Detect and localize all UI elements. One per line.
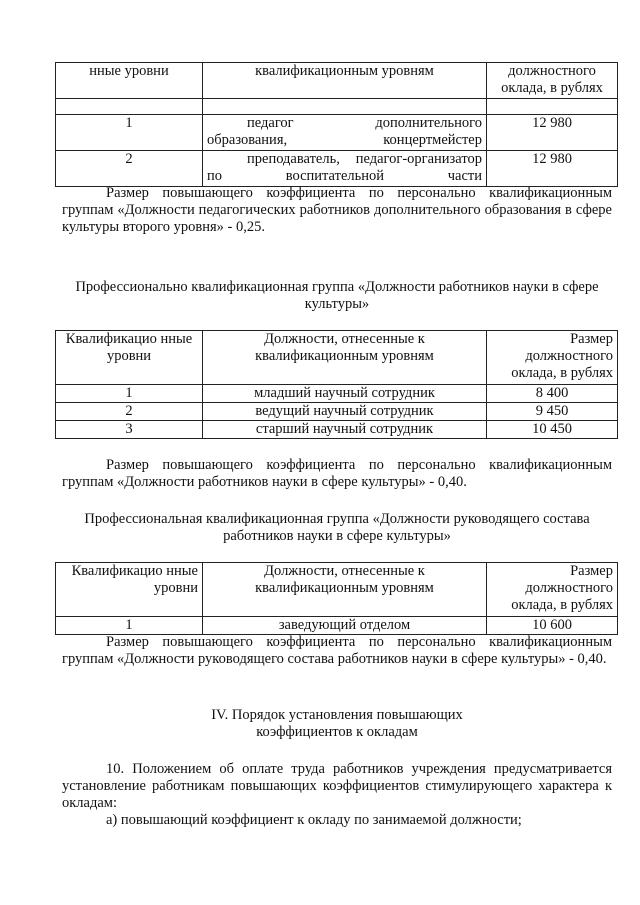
- row-level: 2: [56, 151, 203, 187]
- row-level: 2: [56, 403, 203, 421]
- table-row: [56, 151, 618, 187]
- header-positions: Должности, отнесенные к квалификационным уровням: [203, 563, 487, 617]
- clause-10-paragraph: 10. Положением об оплате труда работников учреждения предусматривается установление работникам повышающих коэффициентов стимулирующего характера к окладам:: [62, 761, 612, 811]
- row-salary: 12 980: [487, 115, 618, 151]
- table-science-management: [55, 562, 618, 635]
- section-iv-title-line-2: коэффициентов к окладам: [256, 724, 418, 740]
- header-salary: должностного оклада, в рублях: [487, 63, 618, 99]
- table-pedagogical-staff: [55, 62, 618, 187]
- coefficient-paragraph-2: Размер повышающего коэффициента по персонально квалификационным группам «Должности работников науки в сфере культуры» - 0,40.: [62, 457, 612, 490]
- coefficient-paragraph-1: Размер повышающего коэффициента по персонально квалификационным группам «Должности педагогических работников дополнительного образования в сфере культуры второго уровня» - 0,25.: [62, 185, 612, 235]
- header-levels: нные уровни: [56, 63, 203, 99]
- header-levels: Квалификацио нные уровни: [56, 563, 203, 617]
- section-heading-science-management: Профессиональная квалификационная группа «Должности руководящего состава работников науки в сфере культуры»: [84, 511, 590, 544]
- row-position: старший научный сотрудник: [203, 421, 487, 439]
- row-level: 1: [56, 617, 203, 635]
- row-position: младший научный сотрудник: [203, 385, 487, 403]
- section-iv-title-line-1: IV. Порядок установления повышающих: [211, 707, 463, 723]
- row-level: 1: [56, 385, 203, 403]
- table-row: [56, 617, 618, 635]
- table-row: [56, 403, 618, 421]
- row-salary: 12 980: [487, 151, 618, 187]
- table-row: [56, 385, 618, 403]
- table-header-row: [56, 63, 618, 99]
- row-salary: 9 450: [487, 403, 618, 421]
- table-row: [56, 115, 618, 151]
- row-position: преподаватель, педагог-организатор по воспитательной части: [203, 151, 487, 187]
- header-positions: Должности, отнесенные к квалификационным уровням: [203, 331, 487, 385]
- row-position: заведующий отделом: [203, 617, 487, 635]
- table-science-staff: [55, 330, 618, 439]
- header-positions: квалификационным уровням: [203, 63, 487, 99]
- header-levels: Квалификацио нные уровни: [56, 331, 203, 385]
- table-header-row: [56, 563, 618, 617]
- table-header-row: [56, 331, 618, 385]
- header-salary: Размер должностного оклада, в рублях: [487, 563, 618, 617]
- row-level: 1: [56, 115, 203, 151]
- row-salary: 10 600: [487, 617, 618, 635]
- row-salary: 10 450: [487, 421, 618, 439]
- row-position: ведущий научный сотрудник: [203, 403, 487, 421]
- row-level: 3: [56, 421, 203, 439]
- row-salary: 8 400: [487, 385, 618, 403]
- coefficient-paragraph-3: Размер повышающего коэффициента по персонально квалификационным группам «Должности руководящего состава работников науки в сфере культуры» - 0,40.: [62, 634, 612, 667]
- table-row: [56, 421, 618, 439]
- table-spacer-row: [56, 99, 618, 115]
- row-position: педагог дополнительного образования, концертмейстер: [203, 115, 487, 151]
- section-heading-science: Профессионально квалификационная группа «Должности работников науки в сфере культуры»: [75, 279, 599, 312]
- header-salary: Размер должностного оклада, в рублях: [487, 331, 618, 385]
- clause-10-item-a: а) повышающий коэффициент к окладу по занимаемой должности;: [106, 812, 522, 828]
